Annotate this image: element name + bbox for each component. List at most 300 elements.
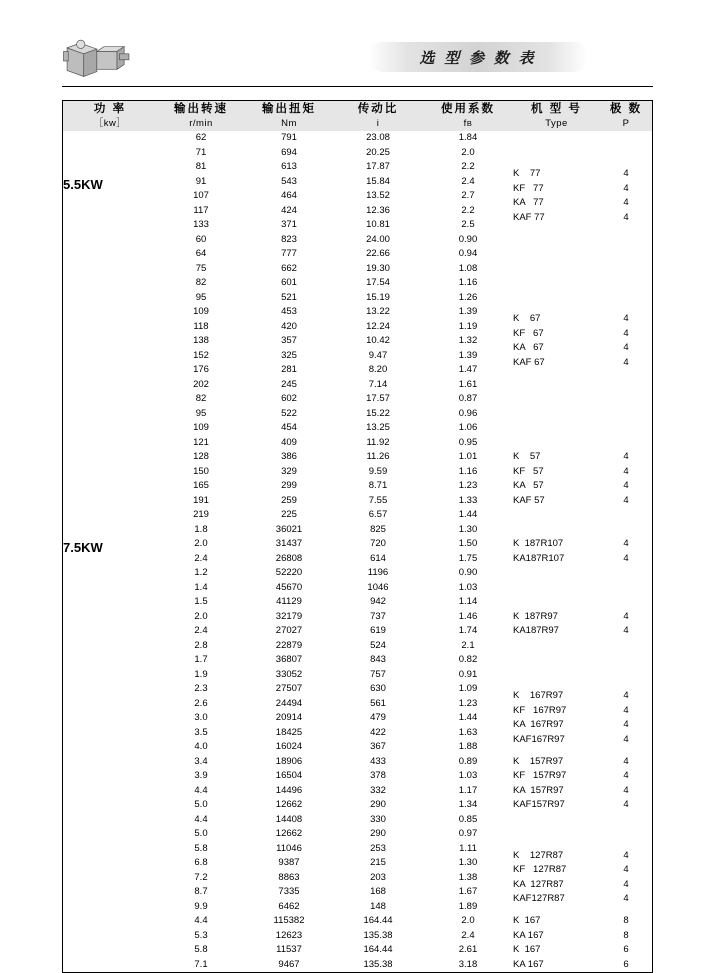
spacer	[513, 523, 600, 538]
power-cell	[63, 914, 157, 943]
output-torque-value: 14496	[275, 784, 303, 796]
output-torque-value: 12623	[275, 929, 303, 941]
poles-value: 4	[623, 784, 629, 796]
service-factor-value: 0.94	[458, 248, 478, 259]
output-torque-cell	[245, 233, 333, 393]
service-factor-value: 1.14	[458, 596, 478, 607]
spacer	[600, 675, 652, 690]
ratio-value: 524	[370, 639, 386, 651]
output-speed-value: 2.8	[194, 639, 208, 651]
output-speed-value: 2.3	[194, 683, 208, 694]
poles-value: 4	[623, 342, 629, 354]
service-factor-value: 2.0	[461, 915, 475, 926]
output-torque-value: 694	[281, 146, 297, 158]
output-speed-value: 2.6	[194, 697, 208, 709]
output-speed-value: 117	[193, 204, 209, 216]
service-factor-value: 1.75	[458, 552, 478, 564]
ratio-value: 825	[370, 523, 386, 535]
power-cell	[63, 523, 157, 567]
power-cell	[63, 813, 157, 915]
table-row	[63, 392, 652, 523]
table-row	[63, 523, 652, 567]
poles-value: 4	[623, 770, 629, 781]
output-speed-value: 1.2	[194, 567, 208, 578]
spacer	[513, 660, 600, 675]
ratio-value: 24.00	[366, 233, 390, 245]
spacer	[513, 436, 600, 451]
ratio-value: 168	[370, 886, 386, 897]
spacer	[513, 153, 600, 168]
spacer	[513, 581, 600, 596]
ratio-value: 148	[370, 900, 386, 912]
output-torque-cell	[245, 392, 333, 523]
column-header-cn-3: 传动比	[357, 103, 399, 115]
output-speed-value: 5.8	[194, 842, 208, 854]
poles-value: 4	[623, 494, 629, 506]
ratio-cell	[333, 914, 423, 943]
model-type-value: KF 77	[513, 182, 544, 194]
output-torque-value: 245	[281, 378, 297, 390]
ratio-value: 20.25	[366, 146, 390, 158]
output-torque-value: 453	[281, 306, 297, 317]
spacer	[513, 820, 600, 835]
model-type-value: K 157R97	[513, 755, 564, 767]
output-speed-value: 109	[193, 422, 209, 433]
ratio-cell	[333, 131, 423, 233]
model-type-value: KA 167	[513, 958, 544, 970]
ratio-value: 13.22	[366, 306, 390, 317]
ratio-value: 479	[370, 712, 386, 723]
column-header-cn-5: 机 型 号	[531, 103, 582, 115]
service-factor-value: 1.47	[458, 364, 478, 375]
ratio-value: 215	[370, 857, 386, 868]
spacer	[600, 834, 652, 849]
output-speed-value: 109	[193, 306, 209, 317]
service-factor-value: 2.4	[461, 175, 475, 187]
poles-value: 4	[623, 719, 629, 731]
output-speed-value: 133	[193, 219, 209, 230]
ratio-value: 11.92	[366, 436, 390, 448]
output-speed-value: 71	[195, 146, 207, 158]
ratio-value: 164.44	[363, 944, 393, 955]
ratio-value: 13.25	[366, 422, 390, 433]
power-label: 7.5KW	[63, 539, 103, 555]
model-type-value: K 167R97	[513, 690, 564, 702]
poles-value: 4	[623, 893, 629, 905]
service-factor-value: 0.95	[458, 436, 478, 448]
table-row	[63, 914, 652, 943]
column-header-en-4: fB	[463, 118, 473, 129]
model-type-cell	[513, 755, 600, 813]
poles-value: 4	[623, 168, 629, 180]
ratio-value: 203	[370, 871, 386, 883]
output-speed-cell	[157, 755, 245, 813]
output-torque-value: 9387	[278, 857, 300, 868]
output-speed-cell	[157, 131, 245, 233]
service-factor-value: 0.90	[458, 567, 478, 578]
power-cell	[63, 653, 157, 755]
service-factor-cell	[423, 813, 513, 915]
column-header-en-3: i	[376, 118, 380, 129]
table-row	[63, 755, 652, 813]
spacer	[513, 421, 600, 436]
ratio-cell	[333, 943, 423, 972]
service-factor-value: 1.34	[458, 799, 478, 810]
poles-value: 4	[623, 465, 629, 477]
poles-cell	[600, 653, 652, 755]
ratio-value: 1046	[367, 581, 389, 593]
ratio-value: 17.87	[366, 161, 390, 172]
ratio-value: 135.38	[363, 958, 393, 970]
ratio-value: 17.54	[366, 277, 390, 288]
output-speed-value: 2.0	[194, 538, 208, 549]
column-header-sub-4: B	[466, 119, 473, 128]
spacer	[600, 254, 652, 269]
output-torque-value: 357	[281, 335, 297, 346]
output-torque-value: 259	[281, 494, 297, 506]
output-speed-value: 2.0	[194, 610, 208, 622]
table-row	[63, 943, 652, 972]
spacer	[600, 820, 652, 835]
page-title-banner	[368, 42, 588, 72]
output-torque-value: 791	[281, 132, 297, 143]
output-speed-value: 95	[195, 407, 207, 419]
output-torque-value: 41129	[276, 596, 302, 607]
output-torque-value: 9467	[278, 958, 300, 970]
model-type-value: KA 57	[513, 480, 544, 491]
output-torque-cell	[245, 943, 333, 972]
output-torque-cell	[245, 131, 333, 233]
poles-value: 4	[623, 327, 629, 339]
output-torque-value: 36807	[275, 654, 303, 665]
column-header-en-0: ［kw］	[93, 118, 127, 129]
output-speed-value: 176	[193, 364, 209, 375]
poles-cell	[600, 813, 652, 915]
model-type-cell	[513, 914, 600, 943]
model-type-value: KA 67	[513, 342, 544, 354]
power-cell	[63, 755, 157, 813]
output-speed-value: 6.8	[194, 857, 208, 868]
service-factor-value: 0.89	[458, 755, 478, 767]
output-speed-value: 219	[193, 509, 209, 520]
service-factor-value: 1.16	[458, 277, 478, 288]
output-torque-cell	[245, 566, 333, 653]
service-factor-value: 1.26	[458, 291, 478, 303]
column-header-en-2: Nm	[281, 118, 297, 129]
model-type-value: KF 67	[513, 327, 544, 339]
output-speed-value: 202	[193, 378, 209, 390]
model-type-value: KA 157R97	[513, 784, 564, 796]
model-type-value: K 127R87	[513, 849, 564, 861]
service-factor-cell	[423, 566, 513, 653]
output-torque-value: 386	[281, 451, 297, 462]
output-torque-value: 225	[281, 509, 297, 520]
output-torque-value: 424	[281, 204, 297, 216]
service-factor-value: 1.08	[458, 262, 478, 274]
model-type-value: K 57	[513, 451, 541, 462]
power-cell	[63, 943, 157, 972]
ratio-cell	[333, 523, 423, 567]
power-cell	[63, 392, 157, 523]
ratio-value: 12.24	[366, 320, 390, 332]
output-speed-value: 64	[195, 248, 207, 259]
service-factor-value: 1.50	[458, 538, 478, 549]
service-factor-value: 0.87	[458, 393, 478, 404]
page-header	[0, 0, 715, 92]
spacer	[600, 595, 652, 610]
poles-value: 4	[623, 182, 629, 194]
ratio-cell	[333, 653, 423, 755]
output-speed-cell	[157, 943, 245, 972]
spacer	[600, 436, 652, 451]
poles-cell	[600, 943, 652, 972]
service-factor-value: 1.44	[458, 712, 478, 723]
model-type-value: KAF 77	[513, 211, 545, 223]
poles-value: 4	[623, 733, 629, 745]
output-speed-value: 8.7	[194, 886, 208, 897]
output-torque-value: 14408	[275, 813, 303, 825]
ratio-value: 757	[370, 668, 386, 680]
ratio-value: 15.22	[366, 407, 390, 419]
output-speed-value: 1.7	[194, 654, 208, 665]
model-type-value: KA 167R97	[513, 719, 564, 731]
output-torque-value: 454	[281, 422, 297, 433]
column-header-cn-4: 使用系数	[441, 103, 495, 115]
model-type-value: K 167	[513, 944, 541, 955]
output-torque-value: 36021	[275, 523, 303, 535]
output-speed-cell	[157, 566, 245, 653]
spacer	[600, 138, 652, 153]
model-type-value: KA 167	[513, 929, 544, 941]
power-cell	[63, 233, 157, 393]
ratio-cell	[333, 392, 423, 523]
service-factor-value: 3.18	[458, 958, 478, 970]
service-factor-value: 1.39	[458, 349, 478, 361]
ratio-value: 561	[370, 697, 386, 709]
ratio-value: 290	[370, 828, 386, 839]
model-type-value: KA187R107	[513, 552, 565, 564]
table-row	[63, 653, 652, 755]
ratio-value: 8.71	[368, 480, 388, 491]
poles-value: 4	[623, 313, 629, 325]
poles-cell	[600, 566, 652, 653]
spacer	[513, 269, 600, 284]
service-factor-value: 0.90	[458, 233, 478, 245]
spacer	[600, 407, 652, 422]
poles-value: 4	[623, 755, 629, 767]
output-speed-value: 138	[193, 335, 209, 346]
ratio-value: 9.59	[368, 465, 388, 477]
output-torque-value: 22879	[275, 639, 303, 651]
service-factor-value: 1.30	[458, 857, 478, 868]
service-factor-value: 0.91	[458, 668, 478, 680]
spacer	[600, 660, 652, 675]
output-speed-value: 81	[195, 161, 207, 172]
output-torque-value: 7335	[278, 886, 300, 897]
model-type-value: KAF 57	[513, 494, 545, 506]
service-factor-value: 1.33	[458, 494, 478, 506]
model-type-value: KAF157R97	[513, 799, 565, 810]
output-torque-value: 521	[281, 291, 297, 303]
output-torque-value: 115382	[273, 915, 305, 926]
output-torque-value: 662	[281, 262, 297, 274]
poles-value: 4	[623, 878, 629, 890]
output-speed-cell	[157, 392, 245, 523]
output-torque-value: 329	[281, 465, 297, 477]
ratio-value: 8.20	[368, 364, 388, 375]
column-header-4	[423, 101, 513, 131]
output-speed-value: 107	[193, 190, 209, 201]
service-factor-value: 1.06	[458, 422, 478, 433]
spacer	[600, 269, 652, 284]
output-torque-value: 299	[281, 480, 297, 491]
output-torque-value: 20914	[275, 712, 303, 723]
model-type-value: KF 167R97	[513, 704, 567, 716]
model-type-value: K 67	[513, 313, 541, 325]
output-speed-value: 1.9	[194, 668, 208, 680]
service-factor-value: 1.03	[458, 770, 478, 781]
output-speed-value: 2.4	[194, 625, 208, 636]
service-factor-value: 1.61	[458, 378, 478, 390]
ratio-value: 422	[370, 726, 386, 738]
output-torque-value: 464	[281, 190, 297, 201]
output-speed-value: 1.4	[194, 581, 208, 593]
output-torque-cell	[245, 523, 333, 567]
ratio-cell	[333, 755, 423, 813]
output-speed-value: 7.1	[194, 958, 208, 970]
model-type-value: KAF127R87	[513, 893, 565, 905]
output-speed-value: 3.5	[194, 726, 208, 738]
poles-value: 4	[623, 799, 629, 810]
model-type-cell	[513, 523, 600, 567]
output-torque-value: 777	[281, 248, 297, 259]
poles-value: 6	[623, 944, 629, 955]
ratio-value: 9.47	[368, 349, 388, 361]
service-factor-value: 1.01	[458, 451, 478, 462]
poles-value: 4	[623, 864, 629, 876]
ratio-value: 19.30	[366, 262, 390, 274]
model-type-cell	[513, 943, 600, 972]
service-factor-cell	[423, 755, 513, 813]
ratio-value: 12.36	[366, 204, 390, 216]
ratio-value: 630	[370, 683, 386, 694]
output-torque-value: 6462	[278, 900, 300, 912]
spacer	[600, 298, 652, 313]
output-torque-cell	[245, 813, 333, 915]
output-speed-value: 152	[193, 349, 209, 361]
poles-cell	[600, 233, 652, 393]
column-header-cn-6: 极 数	[609, 103, 643, 115]
output-speed-value: 95	[195, 291, 207, 303]
service-factor-value: 1.89	[458, 900, 478, 912]
service-factor-cell	[423, 233, 513, 393]
service-factor-value: 1.67	[458, 886, 478, 897]
model-type-value: KA 127R87	[513, 878, 564, 890]
column-header-6	[600, 101, 652, 131]
poles-value: 4	[623, 552, 629, 564]
output-torque-value: 27507	[275, 683, 303, 694]
output-torque-value: 26808	[275, 552, 303, 564]
service-factor-value: 2.5	[461, 219, 475, 230]
output-speed-value: 2.4	[194, 552, 208, 564]
output-speed-value: 82	[195, 277, 207, 288]
output-speed-value: 60	[195, 233, 207, 245]
poles-cell	[600, 914, 652, 943]
output-speed-value: 5.3	[194, 929, 208, 941]
model-type-cell	[513, 566, 600, 653]
table-row	[63, 566, 652, 653]
service-factor-value: 2.4	[461, 929, 475, 941]
output-speed-value: 7.2	[194, 871, 208, 883]
spec-table	[63, 101, 652, 972]
service-factor-cell	[423, 653, 513, 755]
model-type-value: K 187R97	[513, 610, 558, 622]
spacer	[513, 138, 600, 153]
output-torque-value: 522	[281, 407, 297, 419]
table-row	[63, 131, 652, 233]
service-factor-value: 1.44	[458, 509, 478, 520]
model-type-value: KA187R97	[513, 625, 559, 636]
ratio-value: 367	[370, 741, 386, 752]
service-factor-cell	[423, 131, 513, 233]
poles-value: 8	[623, 915, 629, 926]
service-factor-value: 1.63	[458, 726, 478, 738]
service-factor-value: 0.97	[458, 828, 478, 839]
service-factor-value: 1.30	[458, 523, 478, 535]
output-speed-value: 4.0	[194, 741, 208, 752]
service-factor-cell	[423, 523, 513, 567]
ratio-value: 737	[370, 610, 386, 622]
model-type-cell	[513, 653, 600, 755]
output-torque-value: 371	[281, 219, 297, 230]
spacer	[600, 581, 652, 596]
output-speed-value: 9.9	[194, 900, 208, 912]
service-factor-value: 2.2	[461, 161, 475, 172]
model-type-value: KAF167R97	[513, 733, 565, 745]
output-torque-value: 18906	[275, 755, 303, 767]
output-torque-value: 281	[281, 364, 297, 375]
ratio-value: 290	[370, 799, 386, 810]
spacer	[513, 834, 600, 849]
poles-cell	[600, 523, 652, 567]
column-header-en-5: Type	[545, 118, 568, 129]
service-factor-value: 0.82	[458, 654, 478, 665]
output-speed-cell	[157, 914, 245, 943]
output-torque-cell	[245, 914, 333, 943]
ratio-value: 135.38	[363, 929, 393, 941]
output-speed-value: 4.4	[194, 784, 208, 796]
model-type-value: KAF 67	[513, 356, 545, 368]
service-factor-value: 2.2	[461, 204, 475, 216]
model-type-cell	[513, 131, 600, 233]
output-speed-cell	[157, 233, 245, 393]
service-factor-value: 1.23	[458, 480, 478, 491]
output-torque-value: 16024	[275, 741, 303, 752]
poles-value: 4	[623, 690, 629, 702]
ratio-value: 7.55	[368, 494, 388, 506]
column-header-en-1: r/min	[189, 118, 213, 129]
spacer	[513, 283, 600, 298]
output-speed-value: 5.8	[194, 944, 208, 955]
output-torque-value: 24494	[275, 697, 303, 709]
power-cell	[63, 131, 157, 233]
service-factor-value: 1.32	[458, 335, 478, 346]
model-type-value: KF 127R87	[513, 864, 567, 876]
poles-value: 8	[623, 929, 629, 941]
output-speed-value: 3.9	[194, 770, 208, 781]
service-factor-value: 2.1	[461, 639, 475, 651]
spacer	[513, 407, 600, 422]
